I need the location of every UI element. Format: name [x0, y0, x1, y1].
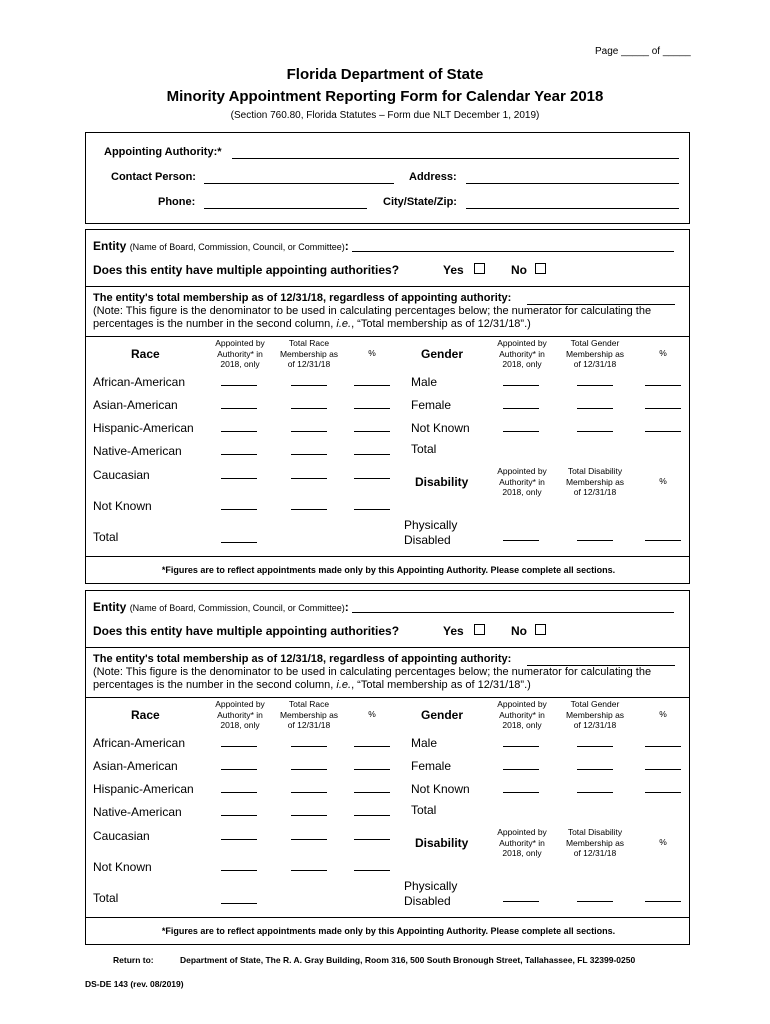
race-appointed-field[interactable]	[221, 385, 257, 386]
race-appointed-field[interactable]	[221, 870, 257, 871]
footnote: *Figures are to reflect appointments made only by this Appointing Authority. Please complete all sections.	[161, 926, 616, 936]
gender-row-label: Female	[411, 759, 452, 773]
race-pct-field[interactable]	[354, 431, 390, 432]
race-appointed-field[interactable]	[221, 769, 257, 770]
race-total-field[interactable]	[291, 431, 327, 432]
disability-col-total-header: Total Disability Membership as of 12/31/18	[565, 827, 625, 858]
gender-total-field[interactable]	[577, 792, 613, 793]
race-appointed-field[interactable]	[221, 815, 257, 816]
disability-col-total-header: Total Disability Membership as of 12/31/18	[565, 466, 625, 497]
race-total-field[interactable]	[291, 839, 327, 840]
form-id: DS-DE 143 (rev. 08/2019)	[85, 979, 184, 989]
contact-person-label: Contact Person:	[111, 171, 196, 183]
disabled-appointed-field[interactable]	[503, 901, 539, 902]
no-checkbox[interactable]	[535, 624, 546, 635]
appointing-authority-label: Appointing Authority:*	[104, 146, 222, 158]
form-title: Minority Appointment Reporting Form for Calendar Year 2018	[166, 88, 604, 105]
disabled-pct-field[interactable]	[645, 901, 681, 902]
race-pct-field[interactable]	[354, 454, 390, 455]
race-appointed-field[interactable]	[221, 792, 257, 793]
disability-col-pct-header: %	[659, 837, 667, 847]
yes-checkbox[interactable]	[474, 263, 485, 274]
entity-sublabel: (Name of Board, Commission, Council, or Committee)	[129, 242, 345, 252]
race-row-label: Asian-American	[93, 759, 178, 773]
entity-section-2	[85, 590, 690, 945]
gender-appointed-field[interactable]	[503, 408, 539, 409]
disabled-total-field[interactable]	[577, 901, 613, 902]
gender-appointed-field[interactable]	[503, 431, 539, 432]
gender-col-appointed-header: Appointed by Authority* in 2018, only	[497, 699, 547, 730]
statute-subtitle: (Section 760.80, Florida Statutes – Form due NLT December 1, 2019)	[230, 110, 540, 121]
note-ie: i.e.	[336, 318, 352, 330]
race-appointed-field[interactable]	[221, 746, 257, 747]
gender-appointed-field[interactable]	[503, 385, 539, 386]
city-state-zip-field[interactable]	[466, 208, 679, 209]
return-label: Return to:	[113, 955, 154, 965]
physically-disabled-label: Physically Disabled	[404, 518, 458, 547]
divider	[86, 917, 689, 918]
disabled-total-field[interactable]	[577, 540, 613, 541]
gender-total-field[interactable]	[577, 431, 613, 432]
race-appointed-field[interactable]	[221, 408, 257, 409]
gender-pct-field[interactable]	[645, 431, 681, 432]
race-col-total-header: Total Race Membership as of 12/31/18	[279, 699, 339, 730]
disability-col-appointed-header: Appointed by Authority* in 2018, only	[497, 466, 547, 497]
race-row-label: Total	[93, 530, 119, 544]
note-text-a: percentages is the number in the second column,	[93, 679, 337, 691]
agency-title: Florida Department of State	[286, 66, 484, 83]
note-line-2	[93, 679, 683, 692]
gender-pct-field[interactable]	[645, 746, 681, 747]
gender-pct-field[interactable]	[645, 769, 681, 770]
address-label: Address:	[409, 171, 457, 183]
race-row-label: African-American	[93, 375, 186, 389]
race-row-label: Not Known	[93, 860, 152, 874]
gender-heading: Gender	[421, 708, 464, 722]
divider	[86, 286, 689, 287]
race-total-field[interactable]	[291, 769, 327, 770]
race-appointed-field[interactable]	[221, 431, 257, 432]
note-ie: i.e.	[336, 679, 352, 691]
gender-col-pct-header: %	[659, 709, 667, 719]
yes-label: Yes	[443, 624, 464, 638]
race-col-appointed-header: Appointed by Authority* in 2018, only	[215, 699, 265, 730]
race-pct-field[interactable]	[354, 870, 390, 871]
gender-appointed-field[interactable]	[503, 746, 539, 747]
gender-appointed-field[interactable]	[503, 792, 539, 793]
disability-col-appointed-header: Appointed by Authority* in 2018, only	[497, 827, 547, 858]
entity-label: Entity	[93, 239, 127, 253]
entity-colon: :	[344, 600, 349, 614]
race-pct-field[interactable]	[354, 792, 390, 793]
yes-label: Yes	[443, 263, 464, 277]
gender-total-field[interactable]	[577, 385, 613, 386]
entity-label-group	[93, 600, 349, 614]
note-line-1: (Note: This figure is the denominator to be used in calculating percentages below; the numerator for calculating the	[93, 305, 652, 317]
race-appointed-field[interactable]	[221, 454, 257, 455]
phone-label: Phone:	[158, 196, 196, 208]
gender-row-label: Female	[411, 398, 452, 412]
gender-col-total-header: Total Gender Membership as of 12/31/18	[565, 338, 625, 369]
disability-heading: Disability	[415, 836, 469, 850]
gender-row-label: Not Known	[411, 782, 470, 796]
race-pct-field[interactable]	[354, 769, 390, 770]
disabled-appointed-field[interactable]	[503, 540, 539, 541]
gender-row-label: Not Known	[411, 421, 470, 435]
city-state-zip-label: City/State/Zip:	[383, 196, 457, 208]
note-text-a: percentages is the number in the second column,	[93, 318, 337, 330]
address-field[interactable]	[466, 183, 679, 184]
gender-col-pct-header: %	[659, 348, 667, 358]
multiple-authorities-question: Does this entity have multiple appointing authorities?	[93, 263, 400, 277]
divider	[86, 556, 689, 557]
entity-sublabel: (Name of Board, Commission, Council, or Committee)	[129, 603, 345, 613]
race-row-label: Not Known	[93, 499, 152, 513]
race-pct-field[interactable]	[354, 408, 390, 409]
note-text-b: , “Total membership as of 12/31/18”.)	[351, 318, 531, 330]
disabled-pct-field[interactable]	[645, 540, 681, 541]
race-pct-field[interactable]	[354, 385, 390, 386]
gender-total-field[interactable]	[577, 746, 613, 747]
race-appointed-field[interactable]	[221, 903, 257, 904]
entity-label: Entity	[93, 600, 127, 614]
gender-total-field[interactable]	[577, 408, 613, 409]
race-total-field[interactable]	[291, 454, 327, 455]
gender-pct-field[interactable]	[645, 385, 681, 386]
race-row-label: Total	[93, 891, 119, 905]
race-total-field[interactable]	[291, 815, 327, 816]
race-row-label: Asian-American	[93, 398, 178, 412]
race-pct-field[interactable]	[354, 839, 390, 840]
contact-person-field[interactable]	[204, 183, 394, 184]
divider	[86, 336, 689, 337]
gender-row-label: Male	[411, 736, 438, 750]
race-row-label: Native-American	[93, 805, 182, 819]
race-total-field[interactable]	[291, 870, 327, 871]
race-total-field[interactable]	[291, 408, 327, 409]
membership-label: The entity's total membership as of 12/31/18, regardless of appointing authority:	[93, 653, 512, 665]
race-total-field[interactable]	[291, 385, 327, 386]
race-pct-field[interactable]	[354, 478, 390, 479]
gender-heading: Gender	[421, 347, 464, 361]
page-number-label: Page _____ of _____	[595, 46, 691, 57]
membership-label: The entity's total membership as of 12/31/18, regardless of appointing authority:	[93, 292, 512, 304]
race-appointed-field[interactable]	[221, 478, 257, 479]
race-pct-field[interactable]	[354, 815, 390, 816]
no-label: No	[511, 263, 527, 277]
entity-name-field[interactable]	[352, 251, 674, 252]
yes-checkbox[interactable]	[474, 624, 485, 635]
race-row-label: Hispanic-American	[93, 421, 194, 435]
multiple-authorities-question: Does this entity have multiple appointing authorities?	[93, 624, 400, 638]
no-label: No	[511, 624, 527, 638]
race-total-field[interactable]	[291, 509, 327, 510]
race-pct-field[interactable]	[354, 746, 390, 747]
physically-disabled-label: Physically Disabled	[404, 879, 458, 908]
race-total-field[interactable]	[291, 478, 327, 479]
race-total-field[interactable]	[291, 746, 327, 747]
note-line-2	[93, 318, 683, 331]
race-col-appointed-header: Appointed by Authority* in 2018, only	[215, 338, 265, 369]
race-appointed-field[interactable]	[221, 542, 257, 543]
divider	[86, 647, 689, 648]
disability-heading: Disability	[415, 475, 469, 489]
entity-label-group	[93, 239, 349, 253]
gender-col-appointed-header: Appointed by Authority* in 2018, only	[497, 338, 547, 369]
disability-col-pct-header: %	[659, 476, 667, 486]
race-col-pct-header: %	[368, 348, 376, 358]
no-checkbox[interactable]	[535, 263, 546, 274]
race-col-pct-header: %	[368, 709, 376, 719]
gender-pct-field[interactable]	[645, 792, 681, 793]
appointing-authority-field[interactable]	[232, 158, 679, 159]
return-address: Department of State, The R. A. Gray Building, Room 316, 500 South Bronough Street, Tallahassee, FL 32399-0250	[180, 955, 636, 965]
race-row-label: African-American	[93, 736, 186, 750]
race-appointed-field[interactable]	[221, 839, 257, 840]
gender-row-label: Total	[411, 442, 437, 456]
note-text-b: , “Total membership as of 12/31/18”.)	[351, 679, 531, 691]
race-row-label: Hispanic-American	[93, 782, 194, 796]
race-appointed-field[interactable]	[221, 509, 257, 510]
gender-total-field[interactable]	[577, 769, 613, 770]
race-pct-field[interactable]	[354, 509, 390, 510]
divider	[86, 697, 689, 698]
race-col-total-header: Total Race Membership as of 12/31/18	[279, 338, 339, 369]
race-heading: Race	[131, 708, 160, 722]
race-row-label: Native-American	[93, 444, 182, 458]
entity-name-field[interactable]	[352, 612, 674, 613]
gender-row-label: Male	[411, 375, 438, 389]
race-row-label: Caucasian	[93, 829, 150, 843]
entity-colon: :	[344, 239, 349, 253]
contact-box	[85, 132, 690, 224]
note-line-1: (Note: This figure is the denominator to be used in calculating percentages below; the numerator for calculating the	[93, 666, 652, 678]
gender-row-label: Total	[411, 803, 437, 817]
gender-pct-field[interactable]	[645, 408, 681, 409]
race-row-label: Caucasian	[93, 468, 150, 482]
gender-appointed-field[interactable]	[503, 769, 539, 770]
footnote: *Figures are to reflect appointments made only by this Appointing Authority. Please complete all sections.	[161, 565, 616, 575]
race-total-field[interactable]	[291, 792, 327, 793]
entity-section-1	[85, 229, 690, 584]
race-heading: Race	[131, 347, 160, 361]
gender-col-total-header: Total Gender Membership as of 12/31/18	[565, 699, 625, 730]
phone-field[interactable]	[204, 208, 367, 209]
